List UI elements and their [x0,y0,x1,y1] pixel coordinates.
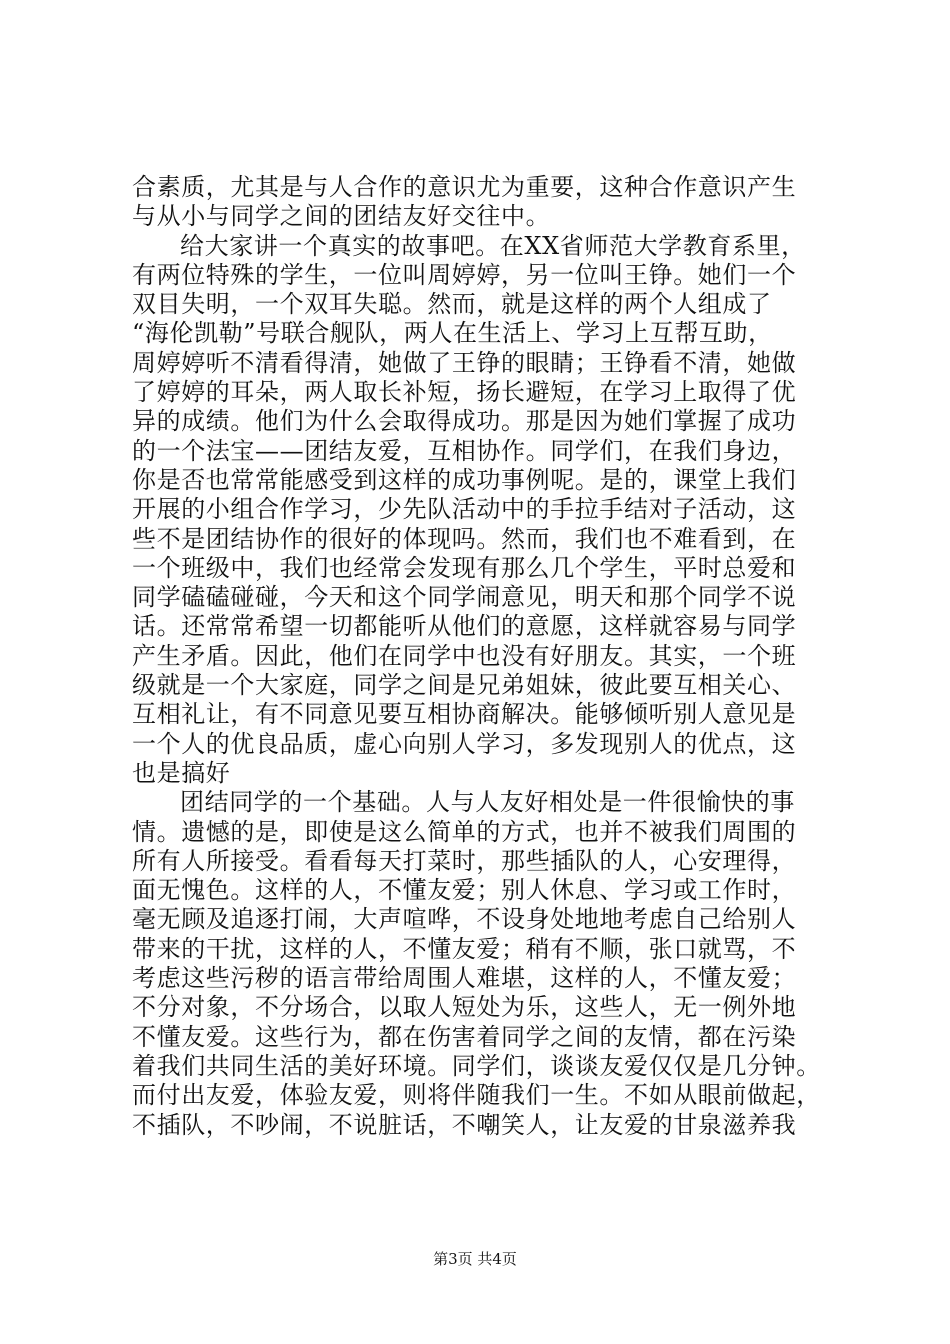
text-line: 考虑这些污秽的语言带给周围人难堪，这样的人，不懂友爱； [132,964,797,993]
text-line: 互相礼让，有不同意见要互相协商解决。能够倾听别人意见是 [132,700,797,729]
text-line: 周婷婷听不清看得清，她做了王铮的眼睛；王铮看不清，她做 [132,348,797,377]
text-line: 也是搞好 [132,758,231,787]
text-line: 同学磕磕碰碰，今天和这个同学闹意见，明天和那个同学不说 [132,583,797,612]
page-footer: 第3页 共4页 [433,1250,517,1268]
text-line: 毫无顾及追逐打闹，大声喧哗，不设身处地地考虑自己给别人 [132,905,797,934]
text-line: 开展的小组合作学习，少先队活动中的手拉手结对子活动，这 [132,495,797,524]
text-line: 不插队，不吵闹，不说脏话，不嘲笑人，让友爱的甘泉滋养我 [132,1110,797,1139]
text-line: 异的成绩。他们为什么会取得成功。那是因为她们掌握了成功 [132,407,797,436]
text-line: 着我们共同生活的美好环境。同学们，谈谈友爱仅仅是几分钟。 [132,1051,821,1080]
text-line: 了婷婷的耳朵，两人取长补短，扬长避短，在学习上取得了优 [132,378,797,407]
text-line: 给大家讲一个真实的故事吧。在XX省师范大学教育系里， [180,231,806,260]
text-line: 带来的干扰，这样的人，不懂友爱；稍有不顺，张口就骂，不 [132,934,797,963]
text-line: 级就是一个大家庭，同学之间是兄弟姐妹，彼此要互相关心、 [132,671,797,700]
text-line: 产生矛盾。因此，他们在同学中也没有好朋友。其实，一个班 [132,641,797,670]
text-line: 合素质，尤其是与人合作的意识尤为重要，这种合作意识产生 [132,173,797,201]
text-line: 不懂友爱。这些行为，都在伤害着同学之间的友情，都在污染 [132,1022,797,1051]
document-body [132,173,832,1140]
text-line: 与从小与同学之间的团结友好交往中。 [132,202,551,231]
text-line: 一个班级中，我们也经常会发现有那么几个学生，平时总爱和 [132,553,797,582]
text-line: 一个人的优良品质，虚心向别人学习，多发现别人的优点，这 [132,729,797,758]
text-line: 而付出友爱，体验友爱，则将伴随我们一生。不如从眼前做起， [132,1081,821,1110]
text-line: 你是否也常常能感受到这样的成功事例呢。是的，课堂上我们 [132,465,797,494]
text-line: 话。还常常希望一切都能听从他们的意愿，这样就容易与同学 [132,612,797,641]
text-line: 所有人所接受。看看每天打菜时，那些插队的人，心安理得， [132,846,797,875]
text-line: 双目失明，一个双耳失聪。然而，就是这样的两个人组成了 [132,290,772,319]
text-line: 些不是团结协作的很好的体现吗。然而，我们也不难看到，在 [132,524,797,553]
text-line: 有两位特殊的学生，一位叫周婷婷，另一位叫王铮。她们一个 [132,260,797,289]
text-line: 不分对象，不分场合，以取人短处为乐，这些人，无一例外地 [132,993,797,1022]
text-line: “海伦凯勒”号联合舰队，两人在生活上、学习上互帮互助， [132,319,773,348]
text-line: 的一个法宝——团结友爱，互相协作。同学们，在我们身边， [132,436,797,465]
text-line: 情。遗憾的是，即使是这么简单的方式，也并不被我们周围的 [132,817,797,846]
text-line: 面无愧色。这样的人，不懂友爱；别人休息、学习或工作时， [132,876,797,905]
text-line: 团结同学的一个基础。人与人友好相处是一件很愉快的事 [180,788,795,817]
